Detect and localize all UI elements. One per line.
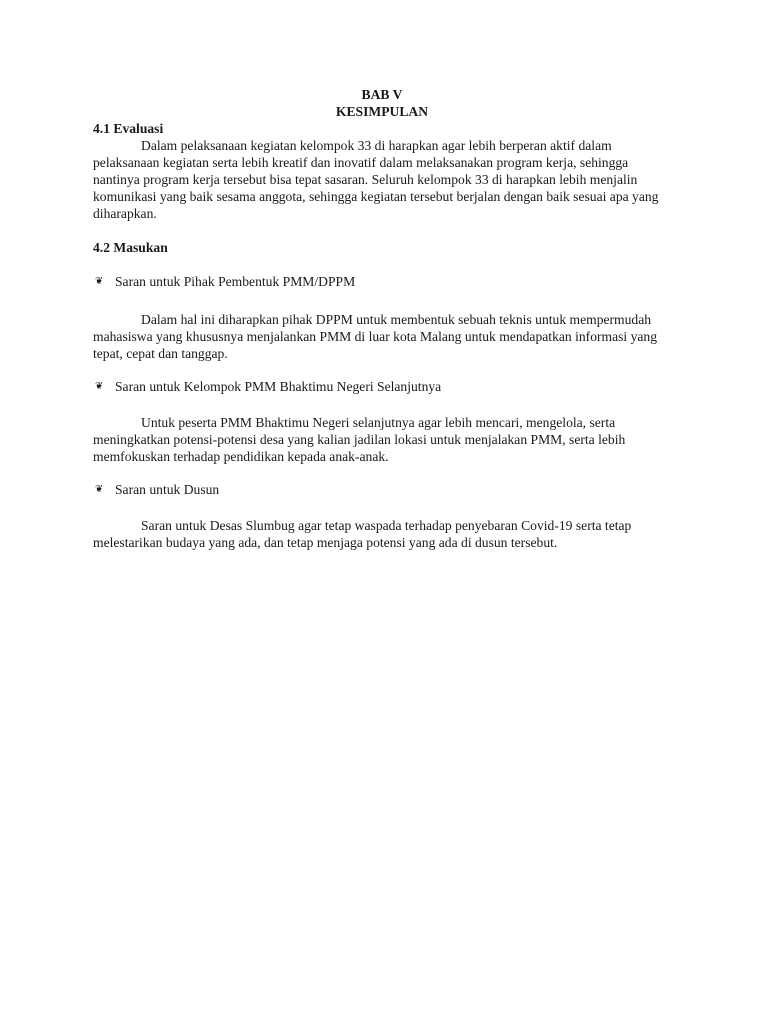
fleuron-bullet-icon: ❦ <box>95 484 104 495</box>
list-item-label: Saran untuk Kelompok PMM Bhaktimu Negeri Selanjutnya <box>115 379 442 394</box>
spacer <box>93 292 671 311</box>
spacer <box>93 500 671 517</box>
paragraph-saran-dusun: Saran untuk Desas Slumbug agar tetap waspada terhadap penyebaran Covid-19 serta tetap melestarikan budaya yang ada, dan tetap menjaga potensi yang ada di dusun tersebut. <box>93 518 632 550</box>
spacer <box>93 362 671 378</box>
chapter-title: KESIMPULAN <box>335 104 429 119</box>
fleuron-bullet-icon: ❦ <box>95 276 104 287</box>
spacer <box>93 465 671 481</box>
fleuron-bullet-icon: ❦ <box>95 381 104 392</box>
paragraph-evaluasi: Dalam pelaksanaan kegiatan kelompok 33 di harapkan agar lebih berperan aktif dalam pelaksanaan kegiatan serta lebih kreatif dan inovatif dalam melaksanakan program kerja, sehingga nantinya program kerja tersebut bisa tepat sasaran. Seluruh kelompok 33 di harapkan lebih menjalin komunikasi yang baik sesama anggota, sehingga kegiatan tersebut berjalan dengan baik sesuai apa yang diharapkan. <box>93 138 659 221</box>
section-heading-evaluasi: 4.1 Evaluasi <box>93 121 164 136</box>
spacer <box>93 222 671 239</box>
list-item-label: Saran untuk Dusun <box>115 482 220 497</box>
spacer <box>93 256 671 273</box>
section-heading-masukan: 4.2 Masukan <box>93 240 168 255</box>
list-item <box>93 481 671 500</box>
paragraph-saran-kelompok: Untuk peserta PMM Bhaktimu Negeri selanjutnya agar lebih mencari, mengelola, serta meningkatkan potensi-potensi desa yang kalian jadilan lokasi untuk menjalakan PMM, serta lebih memfokuskan terhadap pendidikan kepada anak-anak. <box>93 415 626 464</box>
chapter-number: BAB V <box>361 87 403 102</box>
list-item-label: Saran untuk Pihak Pembentuk PMM/DPPM <box>115 274 356 289</box>
spacer <box>93 397 671 414</box>
list-item <box>93 273 671 292</box>
document-body <box>93 86 671 551</box>
paragraph-saran-dppm: Dalam hal ini diharapkan pihak DPPM untuk membentuk sebuah teknis untuk mempermudah mahasiswa yang khususnya menjalankan PMM di luar kota Malang untuk mendapatkan informasi yang tepat, cepat dan tanggap. <box>93 312 658 361</box>
list-item <box>93 378 671 397</box>
